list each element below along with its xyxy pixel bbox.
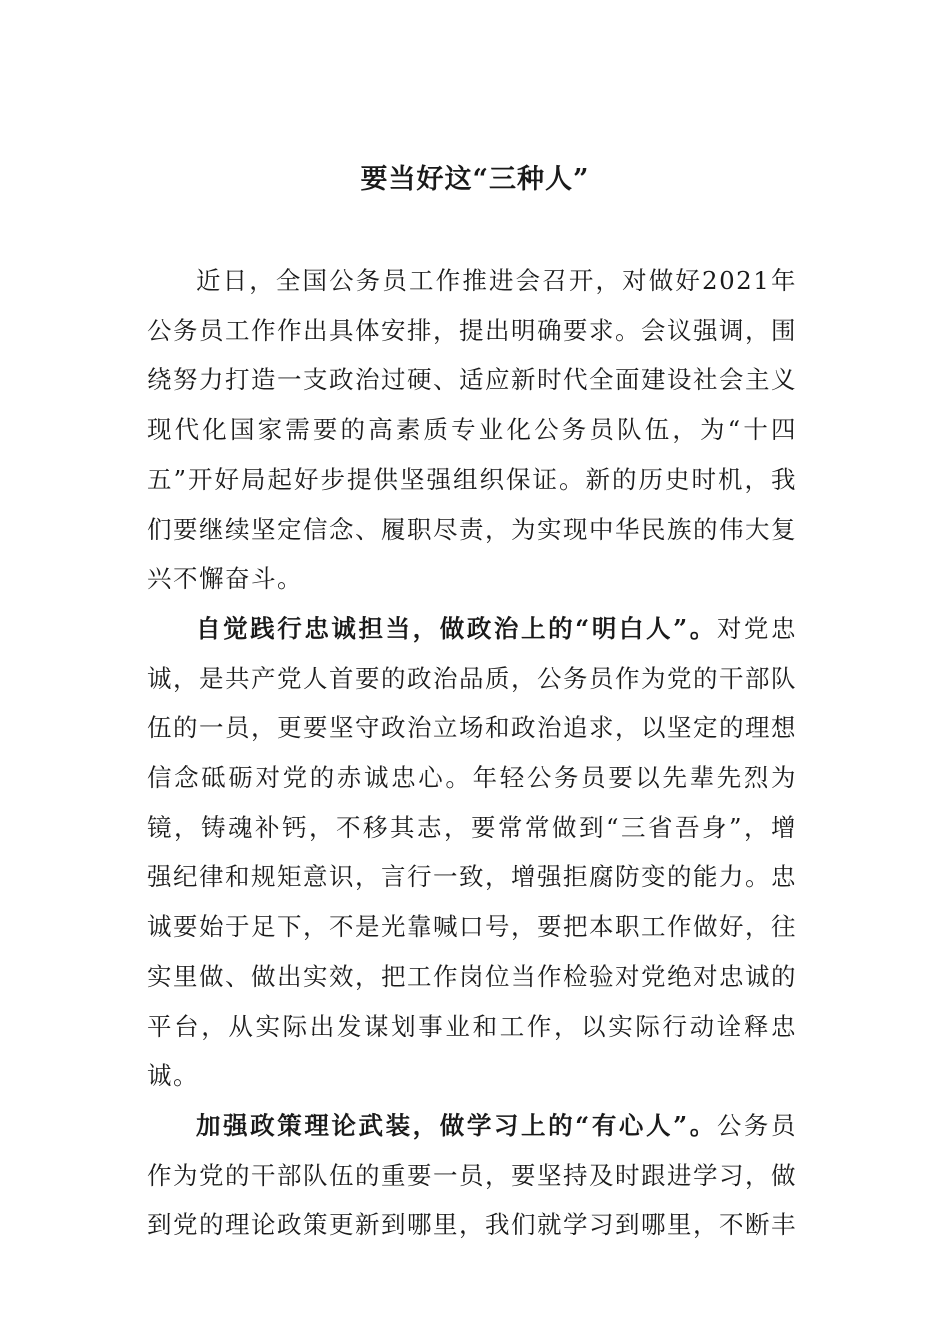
document-title: 要当好这“三种人” (360, 164, 590, 195)
paragraph-loyalty (147, 604, 797, 1101)
paragraph-text: 近日，全国公务员工作推进会召开，对做好2021年公务员工作作出具体安排，提出明确要求。会议强调，围绕努力打造一支政治过硬、适应新时代全面建设社会主义现代化国家需要的高素质专业化公务员队伍，为“十四五”开好局起好步提供坚强组织保证。新的历史时机，我们要继续坚定信念、履职尽责，为实现中华民族的伟大复兴不懈奋斗。 (147, 266, 797, 594)
paragraph-lead: 自觉践行忠诚担当，做政治上的“明白人”。 (196, 613, 717, 643)
paragraph-text: 对党忠诚，是共产党人首要的政治品质，公务员作为党的干部队伍的一员，更要坚守政治立场和政治追求，以坚定的理想信念砥砺对党的赤诚忠心。年轻公务员要以先辈先烈为镜，铸魂补钙，不移其志，要常常做到“三省吾身”，增强纪律和规矩意识，言行一致，增强拒腐防变的能力。忠诚要始于足下，不是光靠喊口号，要把本职工作做好，往实里做、做出实效，把工作岗位当作检验对党绝对忠诚的平台，从实际出发谋划事业和工作，以实际行动诠释忠诚。 (147, 613, 798, 1091)
paragraph-study (147, 1101, 797, 1250)
document-body (147, 256, 797, 1250)
paragraph-lead: 加强政策理论武装，做学习上的“有心人”。 (196, 1110, 717, 1140)
paragraph-intro (147, 256, 797, 604)
paragraph-text: 公务员作为党的干部队伍的重要一员，要坚持及时跟进学习，做到党的理论政策更新到哪里，我们就学习到哪里，不断丰 (147, 1110, 798, 1240)
